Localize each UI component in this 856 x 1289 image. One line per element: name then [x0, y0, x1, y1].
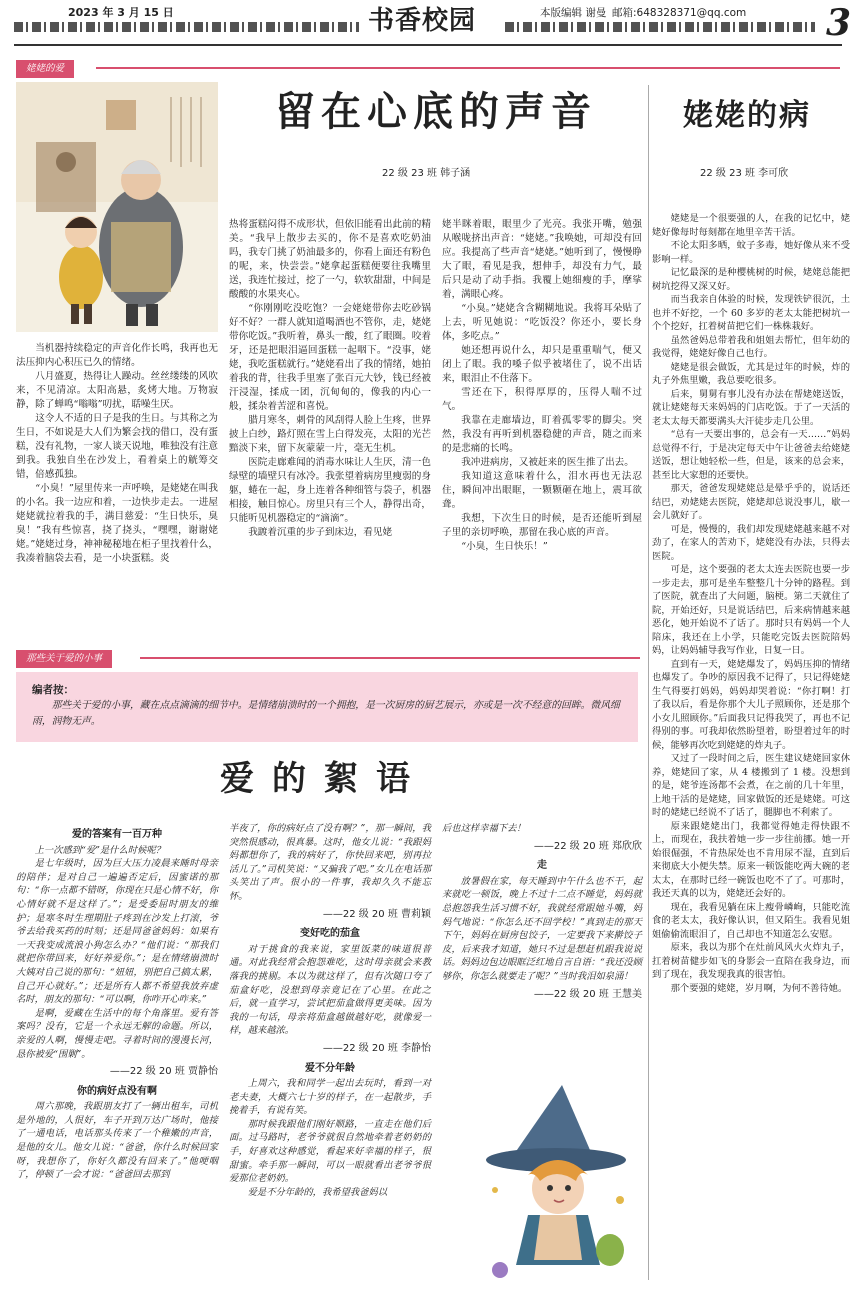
article-title-voice: 留在心底的声音 — [275, 88, 597, 135]
paragraph: 那个要强的姥姥，岁月啊，为何不善待她。 — [670, 982, 848, 994]
paragraph: “小臭。”姥姥含含糊糊地说。我将耳朵贴了上去，听见她说：“吃饭没？你还小，要长身体，多吃点。” — [442, 303, 642, 342]
paragraph: “小臭！”屋里传来一声呼唤，是姥姥在叫我的小名。我一边应和着，一边快步走去。一进屋姥姥就拉着我的手，满目慈爱：“生日快乐，臭臭！”我有些惊喜，挠了挠头，“嘿嘿，谢谢姥姥。”姥姥过身，神神秘秘地在柜子里找着什么，我凑着脑袋去看，是一小块蛋糕。炎 — [16, 483, 218, 564]
paragraph: 雪还在下，积得厚厚的，压得人喘不过气。 — [442, 387, 642, 412]
piece-title: 爱的答案有一百万种 — [72, 829, 162, 840]
paragraph: 是七年级时，因为巨大压力凌晨来睡时母亲的陪伴；是对自己一遍遍否定后，因蜜诺的那句：“你一点都不错呀，你现在只是心情不好，你心情好就不是这样了。”；是受委屈时朋友的维护；是寒冬时生理期肚子疼到在沙发上打滚，爷爷去给我买药的时刻；还是同爸爸妈妈：如果有一天我变成流浪小狗怎么办？“他们说：“那我们就把你带回来，好好养爱你。”；是在情绪崩溃时大姨对自己说的那句：“妞妞，别把自己搞太累，自己开心就好。”；还是所有人都不希望我放弃虚名时，朋友的那句：“可以啊，你咋开心咋来。” — [16, 858, 218, 1006]
byline-han: 22 级 23 班 韩子涵 — [382, 168, 471, 179]
section-tag-love: 那些关于爱的小事 — [16, 650, 112, 668]
whispers-column-1 — [16, 822, 218, 1182]
editor-email: 邮箱:648328371@qq.com — [612, 7, 747, 19]
signature: ——22 级 20 班 王慧美 — [533, 988, 642, 1000]
paragraph: 医院走廊难闻的消毒水味让人生厌，清一色绿壁的墙壁只有冰冷。我张望着病房里瘦弱的身躯，蜷在一起，身上连着各种细管与袋子，机器相接，触目惊心。房里只有三个人，静得出奇，只能听见机器稳定的“滴滴”。 — [229, 457, 431, 524]
paragraph: “小臭，生日快乐！” — [461, 541, 548, 552]
paragraph: 放暑假在家，每天睡到中午什么也不干，起来就吃一顿饭，晚上不过十二点不睡觉，妈妈就总抱怨我生活习惯不好，我就经常跟她斗嘴，妈妈气地说：“你怎么还不回学校！”真到走的那天下午，妈妈在厨房包饺子，一定要我下来擀饺子皮，后来我才知道，她只不过是想赶机跟我说说话。妈妈边包边眼眶泛红地自言自语：“我还没顾够你，你怎么就要走了呢？”当时我泪如泉涌！ — [442, 875, 642, 982]
paragraph: 对于挑食的我来说，家里饭菜的味道很普通。对此我经常会抱怨难吃，这时母亲就会来教落我的挑剔。本以为就这样了，但有次随口夸了茄盒好吃，没想到母亲竟记在了心里。在此之后，就一直学习，尝试把茄盒做得更美味。因为我的一句话，母亲将茄盒越做越好吃，就像爱一样，越来越浓。 — [229, 943, 431, 1037]
paragraph: 上一次感到“爱”是什么时候呢？ — [34, 844, 165, 856]
byline-li: 22 级 23 班 李可欣 — [700, 168, 789, 179]
article1-column-3 — [442, 218, 642, 554]
article2-body — [652, 212, 850, 995]
paragraph: 我知道这意味着什么，泪水再也无法忍住，瞬间冲出眼眶，一颗颗砸在地上，震耳欲聋。 — [442, 471, 642, 510]
article1-column-2 — [229, 218, 431, 540]
paragraph: 虽然爸妈总带着我和姐姐去帮忙，但年幼的我觉得，姥姥好像自己也行。 — [652, 334, 850, 359]
article1-column-1 — [16, 342, 218, 566]
paragraph: 是啊，爱藏在生活中的每个角落里。爱有答案吗？没有，它是一个永远无解的命题。所以，亲爱的人啊，慢慢走吧。寻着时间的漫漫长河，恳你被爱“围剿”。 — [16, 1007, 218, 1060]
column-divider — [648, 85, 649, 1280]
grandma-illustration — [16, 82, 218, 332]
paragraph: 现在，我看见躺在床上瘦骨嶙峋，只能吃流食的老太太，我好像认识，但又陌生。我看见姐姐偷偷流眼泪了，自己却也不知道怎么安慰。 — [652, 901, 850, 940]
paragraph: 上周六，我和同学一起出去玩时，看到一对老夫妻，大概六七十岁的样子，在一起散步，手挽着手，有说有笑。 — [229, 1078, 431, 1117]
paragraph: 我想，下次生日的时候，是否还能听到屋子里的亲切呼唤，那留在我心底的声音。 — [442, 513, 642, 538]
paragraph: “总有一天要出事的，总会有一天……”妈妈总觉得不行，于是决定每天中午让爸爸去给姥姥送饭，想让她轻松一些，但是，该来的总会来，甚至比大家想的还要快。 — [652, 429, 850, 481]
article-title-whispers: 爱的絮语 — [220, 759, 428, 799]
section-rule — [140, 657, 640, 659]
paragraph: 这令人不适的日子是我的生日。与其称之为生日，不如说是大人们为繁会找的借口，没有蛋糕，没有礼物，一家人谈天说地，唯独没有注意到我。我独自坐在沙发上，看着桌上的觥筹交错，倍感孤独。 — [16, 413, 218, 480]
signature: ——22 级 20 班 郑欣欣 — [533, 840, 642, 852]
paragraph: 腊月寒冬，刺骨的风刮得人脸上生疼，世界披上白纱，路灯照在雪上白得发亮，太阳的光芒黯淡下来，留下灰蒙蒙一片，毫无生机。 — [229, 415, 431, 454]
article-title-illness: 姥姥的病 — [683, 98, 811, 133]
paragraph: 爱是不分年龄的，我希望我爸妈以 — [247, 1186, 388, 1198]
header-rule — [14, 44, 842, 46]
paragraph: 八月盛夏，热得让人躁动。丝丝缕缕的风吹来，不见清凉。太阳高悬，炙烤大地。万物寂静，除了蝉鸣“嗡嗡”叨扰，聒噪生厌。 — [16, 371, 218, 410]
paragraph: 不论太阳多晒，蚊子多毒，她好像从来不受影响一样。 — [652, 240, 850, 265]
piece-title: 变好吃的茄盒 — [300, 928, 360, 940]
paragraph: 姥姥是很会做饭，尤其是过年的时候，炸的丸子外焦里嫩，我总要吃很多。 — [652, 361, 850, 386]
piece-title: 爱不分年龄 — [305, 1062, 355, 1074]
section-tag-grandma: 姥姥的爱 — [16, 60, 74, 78]
paragraph: 姥半眯着眼，眼里少了光亮。我张开嘴，勉强从喉咙挤出声音：“姥姥。”我唤她，可却没有回应。我提高了些声音“姥姥。”她听到了，慢慢睁大了眼，看见是我，想伸手，却没有力气，最后只是动了动手指。我覆上她细瘦的手，摩挲着，满眼心疼。 — [442, 219, 642, 300]
signature: ——22 级 20 班 贾静怡 — [109, 1066, 218, 1078]
header-ornament-right — [505, 22, 815, 32]
paragraph: 热将蛋糕闷得不成形状，但依旧能看出此前的精美。“我早上散步去买的，你不是喜欢吃奶油吗，我专门挑了奶油最多的，你看上面还有粉色的呢，来，快尝尝。”姥拿起蛋糕便要往我嘴里送，我连忙接过，挖了一勺，软软甜甜，中间是酸酸的水果夹心。 — [229, 219, 431, 300]
page-editor: 本版编辑 谢曼 — [540, 7, 607, 19]
header-ornament-left — [14, 22, 359, 32]
piece-title: 你的病好点没有啊 — [77, 1085, 157, 1097]
paragraph: 原来，我以为那个在灶前风风火火炸丸子，扛着树苗健步如飞的身影会一直陪在我身边，而到了现在，我发现我真的很害怕。 — [652, 942, 850, 980]
whispers-column-2 — [229, 822, 431, 1199]
paragraph: 记忆最深的是种樱桃树的时候，姥姥总能把树坑挖得又深又好。 — [652, 267, 850, 292]
signature: ——22 级 20 班 曹莉颖 — [322, 908, 431, 920]
paragraph: 又过了一段时间之后，医生建议姥姥回家休养，姥姥回了家，从 4 楼搬到了 1 楼。没想到的是，姥爷连汤都不会煮，在之前的几十年里，上地干活的是姥姥，回家做饭的还是姥姥。可这时的姥姥已经说不了话了，腿脚也不利索了。 — [652, 753, 850, 818]
paragraph: 直到有一天，姥姥爆发了，妈妈压抑的情绪也爆发了。争吵的原因我不记得了，只记得姥姥生气得要打妈妈，妈妈却哭着说：“你打啊！打了我以后，看是你那个大儿子照顾你，还是那个小女儿照顾你。”后面我只记得我哭了，再也不记得别的事。可我却依然盼望着，盼望着过年的时候，能够再次吃到姥姥的炸丸子。 — [652, 658, 850, 751]
paragraph: 她还想再说什么，却只是重重喘气，便又闭上了眼。我的嗓子似乎被堵住了，说不出话来，眼泪止不住落下。 — [442, 345, 642, 384]
paragraph: 那天，爸爸发现姥姥总是晕乎乎的，说话还结巴，劝姥姥去医院，姥姥却总说没事儿，歇一会儿就好了。 — [652, 483, 850, 521]
editor-note-label: 编者按： — [32, 684, 74, 696]
editor-note-text: 那些关于爱的小事，藏在点点滴滴的细节中。是情绪崩溃时的一个拥抱，是一次厨房的厨艺展示，亦或是一次不经意的回眸。微风细雨，润物无声。 — [32, 700, 620, 727]
signature: ——22 级 20 班 李静怡 — [322, 1042, 431, 1054]
witch-girl-illustration — [470, 1080, 642, 1280]
paragraph: 周六那晚，我跟朋友打了一辆出租车，司机是外地的，人很好，车子开到万达广场时，他接了一通电话，电话那头传来了一个稚嫩的声音，是他的女儿。他女儿说：“爸爸，你什么时候回家呀，我想你了，你好久都没有回来了。”他哽咽了，停顿了一会才说：“爸爸回去那到 — [16, 1101, 218, 1181]
paragraph: 当机器持续稳定的声音化作长鸣，我再也无法压抑内心积压已久的情绪。 — [16, 343, 218, 368]
paragraph: “你刚刚吃没吃饱？一会姥姥带你去吃砂锅好不好？一群人就知道喝酒也不管你，走，姥姥带你吃饭。”我听着，鼻头一酸，红了眼圈。咬着牙，还是把眼泪逼回蛋糕一起咽下。“没事，姥姥，我吃蛋糕就行。”姥姥看出了我的情绪，她拍着我的背，往我手里塞了张百元大钞，钱已经被汗浸湿，揉成一团，沉甸甸的，像我的内心一般，揉杂着苦涩和喜悦。 — [229, 303, 431, 412]
page-number: 3 — [826, 2, 852, 44]
paragraph: 可是，这个要强的老太太连去医院也要一步一步走去，那可是坐车整整几十分钟的路程。到了医院，就查出了大问题，脑梗。第二天就住了院，开始还好，只是说话结巴，后来病情越来越恶化，她开始说不了话了。那时只有妈妈一个人陪床，我还在上小学，只能吃完饭去医院陪妈妈，让妈妈辅导我写作业，日复一日。 — [652, 564, 850, 656]
paragraph: 原来跟姥姥出门，我都觉得她走得快跟不上，而现在，我扶着她一步一步往前挪。她一开始很倔强，不肯热尿处也不肯用尿不湿，直到后来彻底大小便失禁。原来一顿饭能吃两大碗的老太太，在那时已经一碗饭也吃不了了。可那时，我还天真的以为，姥姥还会好的。 — [652, 820, 850, 899]
paragraph: 可是，慢慢的，我们却发现姥姥越来越不对劲了，在家人的苦劝下，姥姥没有办法，只得去医院。 — [652, 523, 850, 562]
masthead: 书香校园 — [368, 6, 477, 36]
paragraph: 而当我亲自体验的时候，发现铁铲很沉，土也并不好挖，一个 60 多岁的老太太能把树坑一个个挖好，扛着树苗把它们一株株栽好。 — [652, 294, 850, 332]
piece-title: 走 — [537, 860, 547, 872]
paragraph: 后也这样幸福下去！ — [442, 823, 526, 834]
paragraph: 姥姥是一个很要强的人，在我的记忆中，姥姥好像每时每刻都在地里辛苦干活。 — [652, 213, 850, 238]
paragraph: 我冲进病房，又被赶来的医生推了出去。 — [461, 457, 634, 468]
section-rule — [96, 67, 840, 69]
issue-date: 2023 年 3 月 15 日 — [68, 6, 174, 19]
paragraph: 后来，舅舅有事儿没有办法在帮姥姥送饭，就让姥姥每天来妈妈的门店吃饭。于了一天活的老太太每天都要满头大汗徒步走几公里。 — [652, 388, 850, 427]
paragraph: 那时候我跟他们刚好顺路，一直走在他们后面。过马路时，老爷爷就很自然地牵着老奶奶的手，好喜欢这种感觉，看起来好幸福的样子，很甜蜜。牵手那一瞬间，可以一眼就看出老爷爷很爱那位老奶奶。 — [229, 1118, 431, 1185]
whispers-column-3 — [442, 822, 642, 1005]
paragraph: 我靠在走廊墙边，盯着孤零零的脚尖。突然，我没有再听到机器稳健的声音，随之而来的是悲痛的长鸣。 — [442, 415, 642, 454]
paragraph: 我踱着沉重的步子到床边，看见姥 — [248, 527, 393, 538]
paragraph: 半夜了，你的病好点了没有啊？”，那一瞬间，我突然很感动，很真暴。这时，他女儿说：“我跟妈妈都想你了，我的病好了，你快回来吧，别再拉活儿了。”司机笑说：“又骗我了吧。”女儿在电话那头笑出了声。很小的一件事，我却久久不能忘怀。 — [229, 823, 431, 902]
